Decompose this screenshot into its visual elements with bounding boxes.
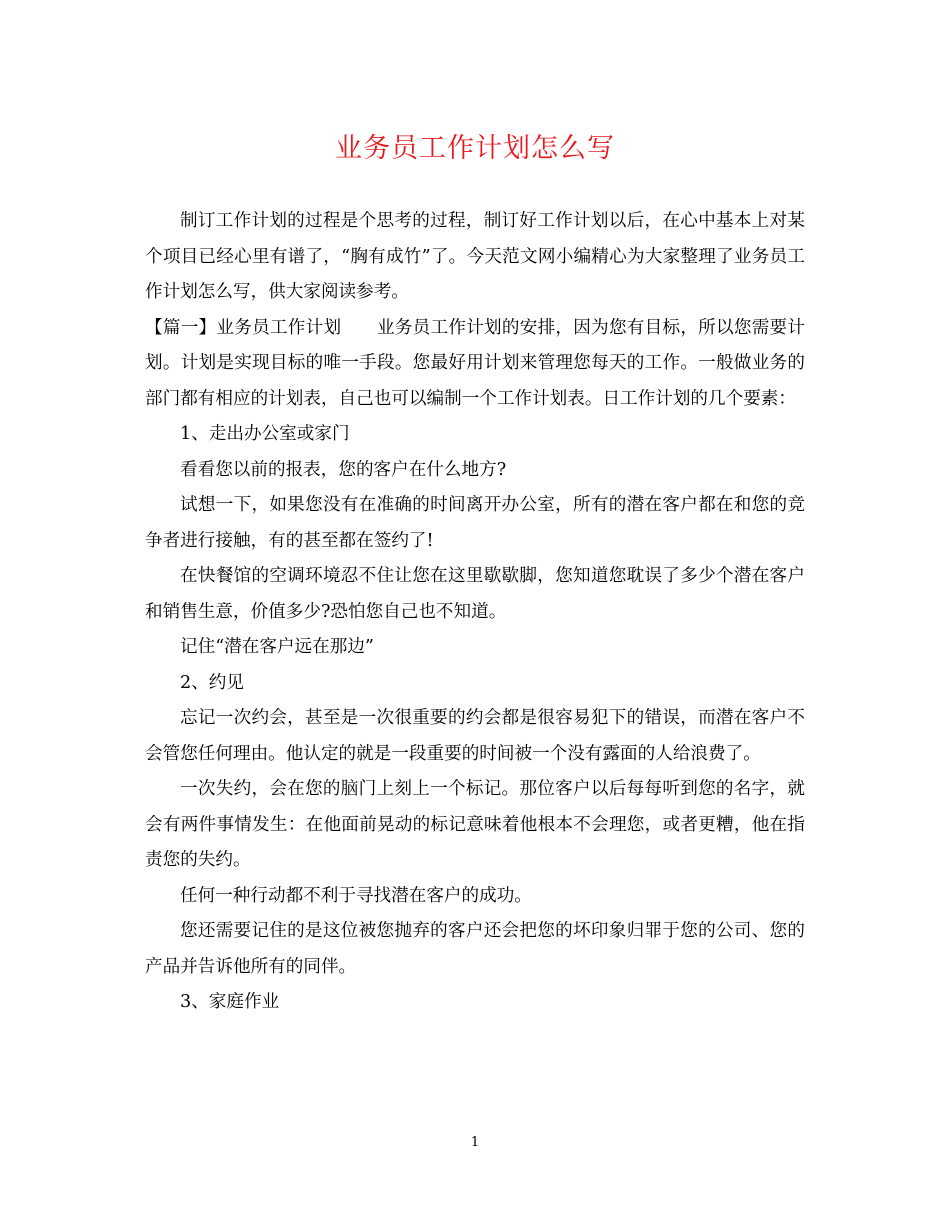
paragraph: 忘记一次约会，甚至是一次很重要的约会都是很容易犯下的错误，而潜在客户不会管您任何理由。他认定的就是一段重要的时间被一个没有露面的人给浪费了。: [145, 708, 805, 764]
paragraph: 任何一种行动都不利于寻找潜在客户的成功。: [180, 885, 532, 906]
paragraph-intro: 制订工作计划的过程是个思考的过程，制订好工作计划以后，在心中基本上对某个项目已经心里有谱了，“胸有成竹”了。今天范文网小编精心为大家整理了业务员工作计划怎么写，供大家阅读参考。: [145, 211, 805, 302]
document-title: 业务员工作计划怎么写: [335, 133, 615, 164]
paragraph: 在快餐馆的空调环境忍不住让您在这里歇歇脚，您知道您耽误了多少个潜在客户和销售生意，价值多少?恐怕您自己也不知道。: [145, 566, 805, 622]
paragraph: 一次失约，会在您的脑门上刻上一个标记。那位客户以后每每听到您的名字，就会有两件事情发生：在他面前晃动的标记意味着他根本不会理您，或者更糟，他在指责您的失约。: [145, 779, 805, 870]
paragraph: 试想一下，如果您没有在准确的时间离开办公室，所有的潜在客户都在和您的竞争者进行接触，有的甚至都在签约了!: [145, 495, 805, 551]
paragraph-heading-2: 2、约见: [180, 672, 244, 693]
paragraph-section-one: 【篇一】业务员工作计划 业务员工作计划的安排，因为您有目标，所以您需要计划。计划是实现目标的唯一手段。您最好用计划来管理您每天的工作。一般做业务的部门都有相应的计划表，自己也可以编制一个工作计划表。日工作计划的几个要素：: [145, 317, 805, 409]
paragraph: 您还需要记住的是这位被您抛弃的客户还会把您的坏印象归罪于您的公司、您的产品并告诉他所有的同伴。: [145, 921, 805, 977]
document-body: [145, 204, 805, 1021]
paragraph-heading-1: 1、走出办公室或家门: [180, 424, 350, 444]
paragraph: 记住“潜在客户远在那边”: [180, 637, 374, 657]
paragraph-heading-3: 3、家庭作业: [180, 992, 280, 1012]
paragraph: 看看您以前的报表，您的客户在什么地方?: [180, 459, 507, 480]
page-number: 1: [470, 1135, 480, 1150]
